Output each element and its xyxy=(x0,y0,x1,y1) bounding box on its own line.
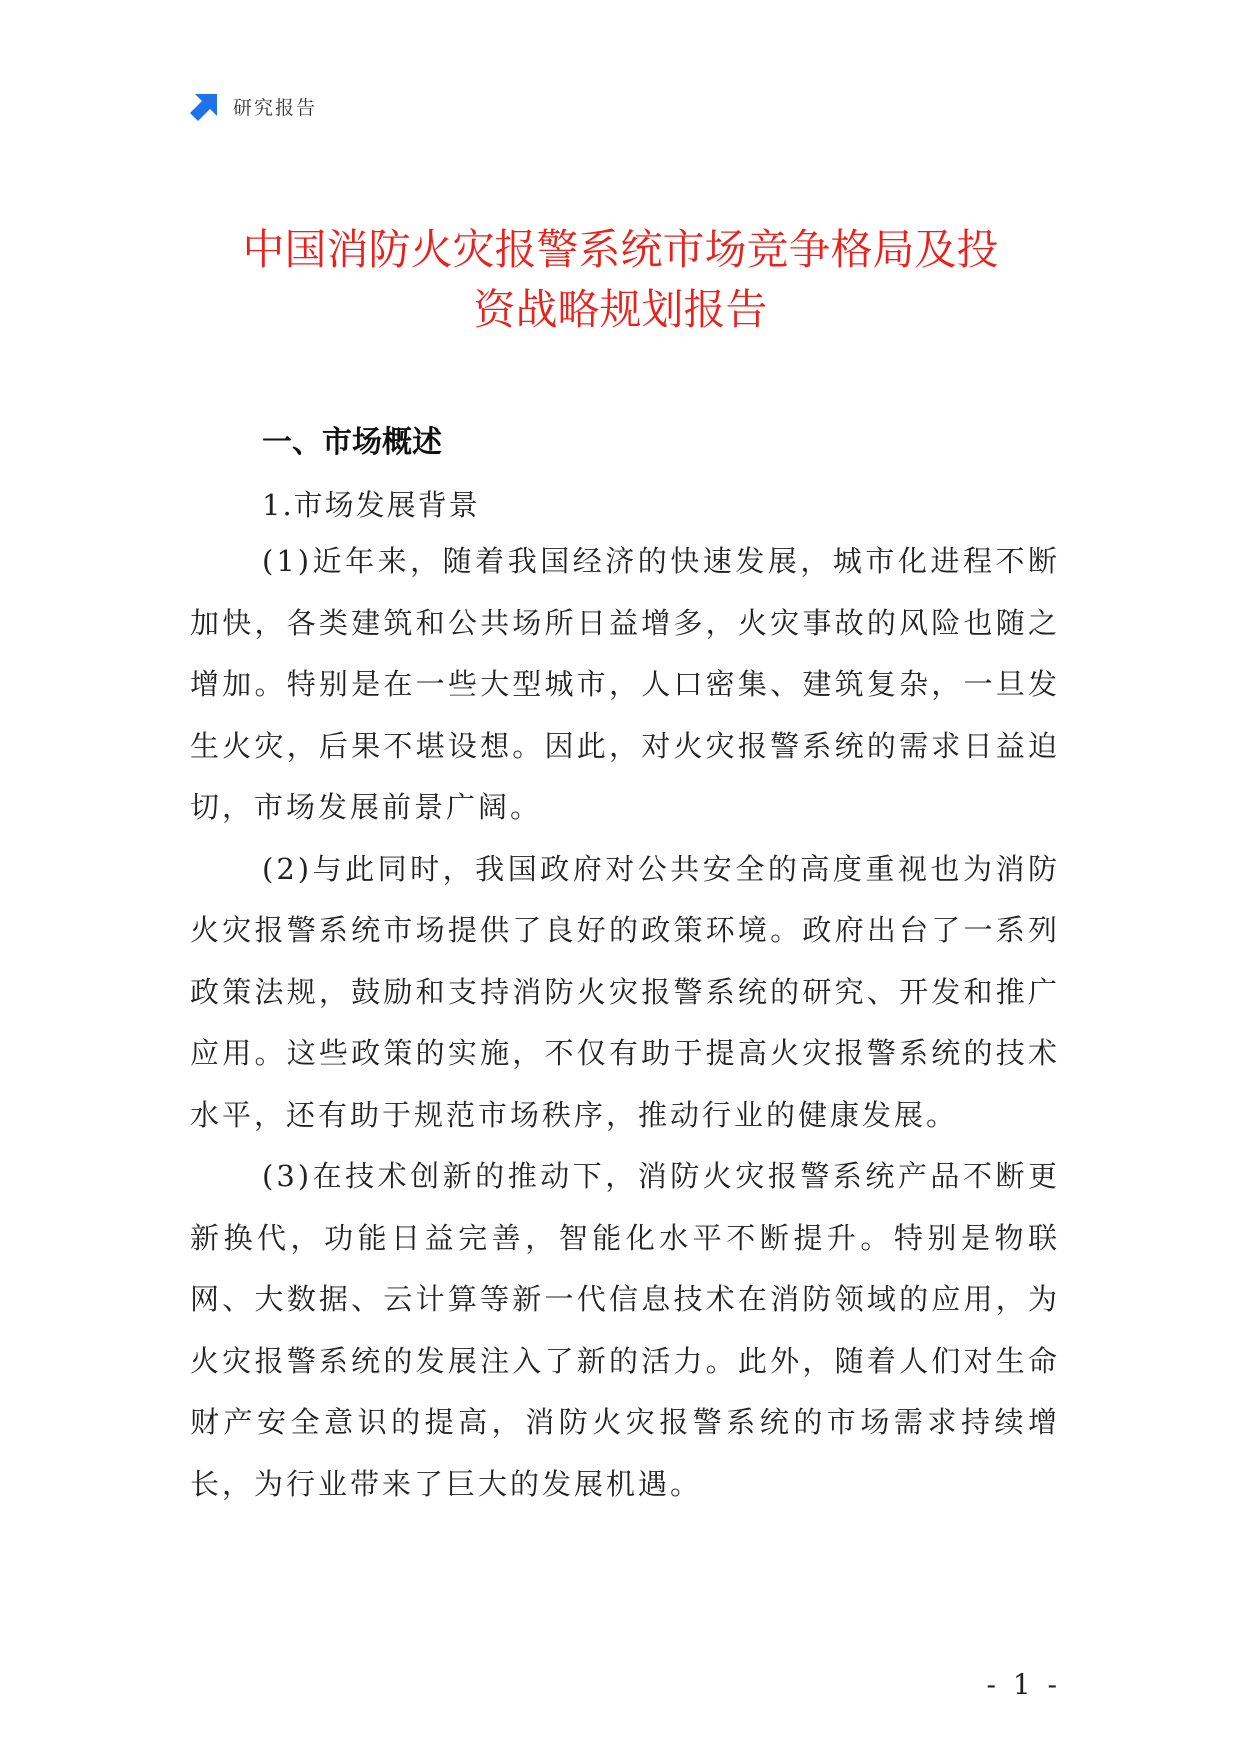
report-title-line-1: 中国消防火灾报警系统市场竞争格局及投 xyxy=(242,225,999,274)
subsection-heading: 1.市场发展背景 xyxy=(262,488,480,522)
header-label: 研究报告 xyxy=(233,96,318,119)
paragraph-2: (2)与此同时，我国政府对公共安全的高度重视也为消防火灾报警系统市场提供了良好的政策环境。政府出台了一系列政策法规，鼓励和支持消防火灾报警系统的研究、开发和推广应用。这些政策的实施，不仅有助于提高火灾报警系统的技术水平，还有助于规范市场秩序，推动行业的健康发展。 xyxy=(190,851,1060,1132)
body-text xyxy=(190,531,1060,1515)
paragraph-3: (3)在技术创新的推动下，消防火灾报警系统产品不断更新换代，功能日益完善，智能化水平不断提升。特别是物联网、大数据、云计算等新一代信息技术在消防领域的应用，为火灾报警系统的发展注入了新的活力。此外，随着人们对生命财产安全意识的提高，消防火灾报警系统的市场需求持续增长，为行业带来了巨大的发展机遇。 xyxy=(190,1159,1060,1501)
section-heading: 一、市场概述 xyxy=(262,425,442,460)
paragraph-1: (1)近年来，随着我国经济的快速发展，城市化进程不断加快，各类建筑和公共场所日益增多，火灾事故的风险也随之增加。特别是在一些大型城市，人口密集、建筑复杂，一旦发生火灾，后果不堪设想。因此，对火灾报警系统的需求日益迫切，市场发展前景广阔。 xyxy=(190,544,1060,824)
page-number: - 1 - xyxy=(986,1668,1061,1701)
arrow-up-right-icon xyxy=(190,91,220,121)
report-title-line-2: 资战略规划报告 xyxy=(473,285,768,334)
document-header xyxy=(190,88,317,124)
report-title xyxy=(150,220,1091,340)
